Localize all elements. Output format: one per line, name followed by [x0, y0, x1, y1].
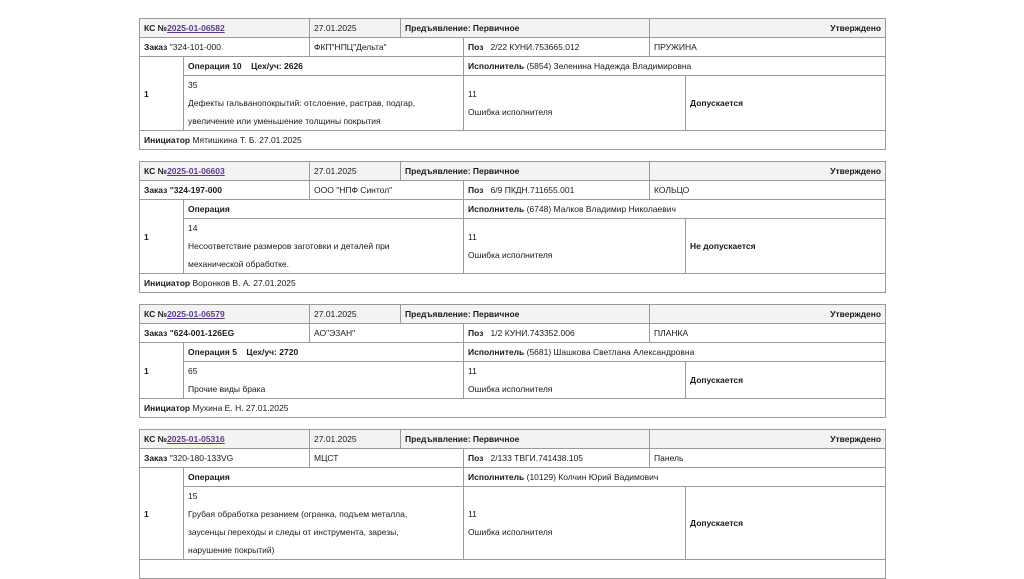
error-code: 11 [468, 89, 477, 99]
defect-description [188, 505, 459, 559]
executor-label: Исполнитель [468, 61, 525, 71]
status-cell: Утверждено [650, 19, 886, 38]
ks-number-label: КС № [144, 309, 168, 319]
defect-description [188, 237, 459, 273]
executor-label: Исполнитель [468, 472, 525, 482]
operation-number: 5 [232, 347, 237, 357]
admission-cell: Допускается [686, 362, 886, 399]
initiator-value: Мятишкина Т. Б. 27.01.2025 [192, 135, 302, 145]
initiator-cell [140, 274, 886, 293]
defect-code: 35 [188, 80, 198, 90]
presentation-cell [401, 19, 650, 38]
ks-number-link[interactable]: 2025-01-06579 [167, 309, 225, 319]
executor-cell [464, 468, 886, 487]
operation-label: Операция [188, 347, 230, 357]
defect-description-line: заусенцы переходы и следы от инструмента, зарезы, [188, 527, 399, 537]
presentation-value: Первичное [472, 309, 520, 319]
presentation-label: Предъявление: [405, 166, 471, 176]
operation-label: Операция [188, 204, 230, 214]
ks-date: 27.01.2025 [310, 19, 401, 38]
presentation-label: Предъявление: [405, 434, 471, 444]
defect-description [188, 94, 459, 130]
org-cell: ФКП"НПЦ"Дельта" [310, 38, 464, 57]
defect-cell [184, 76, 464, 131]
org-cell: МЦСТ [310, 449, 464, 468]
ks-card [139, 429, 885, 579]
ks-number-label: КС № [144, 434, 168, 444]
presentation-value: Первичное [472, 23, 520, 33]
executor-cell [464, 57, 886, 76]
pos-cell [464, 181, 650, 200]
ks-number-cell [140, 430, 310, 449]
operation-cell [184, 57, 464, 76]
org-cell: АО"ЭЗАН" [310, 324, 464, 343]
executor-cell [464, 200, 886, 219]
presentation-value: Первичное [472, 434, 520, 444]
part-cell: КОЛЬЦО [650, 181, 886, 200]
ks-table [139, 18, 886, 150]
status-cell: Утверждено [650, 305, 886, 324]
order-cell [140, 324, 310, 343]
defect-description-line: Прочие виды брака [188, 384, 266, 394]
ks-date: 27.01.2025 [310, 162, 401, 181]
executor-label: Исполнитель [468, 347, 525, 357]
shop-label: Цех/уч: [246, 347, 277, 357]
pos-label: Поз [468, 185, 484, 195]
executor-value: (6748) Малков Владимир Николаевич [526, 204, 676, 214]
pos-value: 2/133 ТВГИ.741438.105 [490, 453, 584, 463]
defect-description-line: увеличение или уменьшение толщины покрытия [188, 116, 381, 126]
presentation-cell [401, 305, 650, 324]
order-value: "624-001-126EG [169, 328, 235, 338]
initiator-label: Инициатор [144, 278, 191, 288]
order-cell [140, 449, 310, 468]
defect-cell [184, 219, 464, 274]
defect-code: 15 [188, 491, 198, 501]
error-code: 11 [468, 232, 477, 242]
order-value: "320-180-133VG [169, 453, 234, 463]
ks-date: 27.01.2025 [310, 305, 401, 324]
part-cell: Панель [650, 449, 886, 468]
pos-label: Поз [468, 328, 484, 338]
ks-number-cell [140, 162, 310, 181]
row-number: 1 [140, 343, 184, 399]
shop-value: 2626 [284, 61, 303, 71]
ks-number-cell [140, 19, 310, 38]
presentation-cell [401, 430, 650, 449]
operation-cell [184, 468, 464, 487]
ks-date: 27.01.2025 [310, 430, 401, 449]
initiator-label: Инициатор [144, 403, 191, 413]
org-cell: ООО "НПФ Синтол" [310, 181, 464, 200]
pos-cell [464, 324, 650, 343]
error-code: 11 [468, 366, 477, 376]
status-cell: Утверждено [650, 430, 886, 449]
initiator-value: Воронков В. А. 27.01.2025 [192, 278, 296, 288]
operation-cell [184, 200, 464, 219]
admission-cell: Допускается [686, 487, 886, 560]
pos-value: 1/2 КУНИ.743352.006 [490, 328, 575, 338]
order-cell [140, 181, 310, 200]
defect-cell [184, 487, 464, 560]
error-code: 11 [468, 509, 477, 519]
defect-code: 14 [188, 223, 198, 233]
order-label: Заказ [144, 453, 168, 463]
order-label: Заказ [144, 185, 168, 195]
error-text: Ошибка исполнителя [468, 527, 553, 537]
ks-card [139, 18, 885, 150]
presentation-cell [401, 162, 650, 181]
executor-value: (10129) Колчин Юрий Вадимович [526, 472, 659, 482]
error-cell [464, 487, 686, 560]
presentation-value: Первичное [472, 166, 520, 176]
ks-number-label: КС № [144, 23, 168, 33]
defect-code: 65 [188, 366, 198, 376]
pos-value: 6/9 ПКДН.711655.001 [490, 185, 575, 195]
order-value: "324-101-000 [169, 42, 221, 52]
pos-cell [464, 38, 650, 57]
defect-description-line: Несоответствие размеров заготовки и деталей при [188, 241, 390, 251]
pos-label: Поз [468, 453, 484, 463]
shop-label: Цех/уч: [251, 61, 282, 71]
ks-number-link[interactable]: 2025-01-06603 [167, 166, 225, 176]
pos-value: 2/22 КУНИ.753665.012 [490, 42, 580, 52]
defect-description-line: Дефекты гальванопокрытий: отслоение, растрав, подгар, [188, 98, 416, 108]
shop-value: 2720 [279, 347, 299, 357]
initiator-value: Мухина Е. Н. 27.01.2025 [192, 403, 289, 413]
row-number: 1 [140, 57, 184, 131]
part-cell: ПЛАНКА [650, 324, 886, 343]
admission-cell: Не допускается [686, 219, 886, 274]
operation-label: Операция [188, 61, 230, 71]
pos-label: Поз [468, 42, 484, 52]
ks-number-link[interactable]: 2025-01-05316 [167, 434, 225, 444]
executor-cell [464, 343, 886, 362]
defect-description-line: механической обработке. [188, 259, 290, 269]
ks-table [139, 429, 886, 579]
error-cell [464, 76, 686, 131]
pos-cell [464, 449, 650, 468]
part-cell: ПРУЖИНА [650, 38, 886, 57]
order-label: Заказ [144, 328, 168, 338]
defect-cell [184, 362, 464, 399]
error-text: Ошибка исполнителя [468, 107, 553, 117]
order-cell [140, 38, 310, 57]
executor-value: (5854) Зеленина Надежда Владимировна [526, 61, 692, 71]
initiator-cell [140, 399, 886, 418]
status-cell: Утверждено [650, 162, 886, 181]
initiator-label: Инициатор [144, 135, 191, 145]
order-value: "324-197-000 [169, 185, 222, 195]
order-label: Заказ [144, 42, 168, 52]
initiator-cell [140, 131, 886, 150]
operation-cell [184, 343, 464, 362]
presentation-label: Предъявление: [405, 23, 471, 33]
row-number: 1 [140, 468, 184, 560]
defect-description-line: Грубая обработка резанием (огранка, подъем металла, [188, 509, 408, 519]
ks-card [139, 161, 885, 293]
error-cell [464, 219, 686, 274]
ks-card [139, 304, 885, 418]
operation-label: Операция [188, 472, 230, 482]
row-number: 1 [140, 200, 184, 274]
admission-cell: Допускается [686, 76, 886, 131]
ks-table [139, 161, 886, 293]
initiator-cell [140, 560, 886, 579]
presentation-label: Предъявление: [405, 309, 471, 319]
ks-card-list [139, 18, 885, 579]
ks-number-link[interactable]: 2025-01-06582 [167, 23, 225, 33]
executor-value: (5681) Шашкова Светлана Александровна [526, 347, 695, 357]
error-text: Ошибка исполнителя [468, 384, 553, 394]
defect-description-line: нарушение покрытий) [188, 545, 275, 555]
executor-label: Исполнитель [468, 204, 525, 214]
error-cell [464, 362, 686, 399]
ks-number-label: КС № [144, 166, 168, 176]
operation-number: 10 [232, 61, 242, 71]
ks-number-cell [140, 305, 310, 324]
error-text: Ошибка исполнителя [468, 250, 553, 260]
ks-table [139, 304, 886, 418]
defect-description [188, 380, 459, 398]
